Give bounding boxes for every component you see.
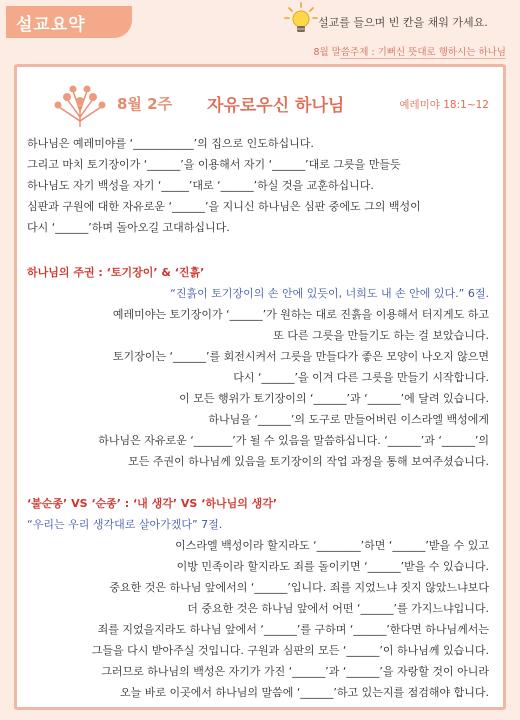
body-line: 토기장이는 ‘______’를 회전시켜서 그릇을 만들다가 좋은 모양이 나오지 않으면 [112, 350, 489, 363]
body-line: 죄를 지었을지라도 하나님 앞에서 ‘______’를 구하며 ‘______’한다면 하나님께서는 [97, 623, 489, 636]
body-line: 모든 주권이 하나님께 있음을 토기장이의 작업 과정을 통해 보여주셨습니다. [128, 455, 489, 468]
body-line: 이 모든 행위가 토기장이의 ‘______’과 ‘______’에 달려 있습니다. [179, 392, 489, 405]
body-line: 또 다른 그릇을 만들기도 하는 걸 보았습니다. [273, 329, 489, 342]
verse-quote: “진흙이 토기장이의 손 안에 있듯이, 너희도 내 손 안에 있다.” 6절. [170, 287, 489, 300]
body-line: 이스라엘 백성이라 할지라도 ‘________’하면 ‘______’받을 수 있고 [175, 539, 489, 552]
body-line: 하나님은 자유로운 ‘_______’가 될 수 있음을 말씀하십니다. ‘______’과 ‘______’의 [98, 434, 489, 447]
monthly-theme: 8월 말씀주제 : 기뻐신 뜻대로 행하시는 하나님 [313, 47, 506, 58]
divider [340, 58, 506, 59]
sermon-body [17, 133, 503, 703]
intro-line: 심판과 구원에 대한 자유로운 ‘______’을 지니신 하나님은 심판 중에도 그의 백성이 [27, 200, 421, 213]
body-line: 더 중요한 것은 하나님 앞에서 어떤 ‘______’를 가지느냐입니다. [187, 602, 489, 615]
intro-line: 하나님은 예레미야를 ‘___________’의 집으로 인도하십니다. [27, 137, 314, 150]
body-line: 그러므로 하나님의 백성은 자기가 가진 ‘______’과 ‘______’을 자랑할 것이 아니라 [101, 665, 489, 678]
body-line: 중요한 것은 하나님 앞에서의 ‘______’입니다. 죄를 지었느냐 짓지 않았느냐보다 [109, 581, 489, 594]
body-line: 다시 ‘______’을 이겨 다른 그릇을 만들기 시작합니다. [233, 371, 489, 384]
body-line: 하나님을 ‘______’의 도구로 만들어버린 이스라엘 백성에게 [208, 413, 489, 426]
scripture-reference: 예레미야 18:1~12 [399, 99, 489, 111]
section-heading: 하나님의 주권 : ‘토기장이’ & ‘진흙’ [27, 266, 205, 279]
sermon-title: 자유로우신 하나님 [207, 96, 345, 116]
tagline: 설교를 들으며 빈 칸을 채워 가세요. [318, 16, 488, 29]
section-tab-label: 설교요약 [6, 6, 132, 38]
sermon-card [14, 64, 506, 710]
body-line: 이방 민족이라 할지라도 죄를 돌이키면 ‘______’받을 수 있습니다. [176, 560, 489, 573]
body-line: 오늘 바로 이곳에서 하나님의 말씀에 ‘______’하고 있는지를 점검해야 합니다. [120, 686, 489, 699]
header [0, 0, 520, 62]
sermon-week: 8월 2주 [117, 95, 173, 113]
lightbulb-icon [283, 2, 319, 38]
intro-line: 다시 ‘______’하며 돌아오길 고대하십니다. [27, 221, 230, 234]
flower-icon [49, 83, 111, 127]
intro-line: 그리고 마치 토기장이가 ‘______’을 이용해서 자기 ‘______’대로 그릇을 만들듯 [27, 158, 401, 171]
intro-line: 하나님도 자기 백성을 자기 ‘_____’대로 ‘______’하실 것을 교훈하십니다. [27, 179, 374, 192]
section-heading: ‘불순종’ VS ‘순종’ : ‘내 생각’ VS ‘하나님의 생각’ [27, 497, 278, 510]
body-line: 예레미야는 토기장이가 ‘______’가 원하는 대로 진흙을 이용해서 터지게도 하고 [112, 308, 489, 321]
body-line: 그들을 다시 받아주실 것입니다. 구원과 심판의 모든 ‘______’이 하나님께 있습니다. [91, 644, 489, 657]
verse-quote: “우리는 우리 생각대로 살아가겠다” 7절. [27, 518, 223, 531]
title-row [17, 77, 503, 127]
